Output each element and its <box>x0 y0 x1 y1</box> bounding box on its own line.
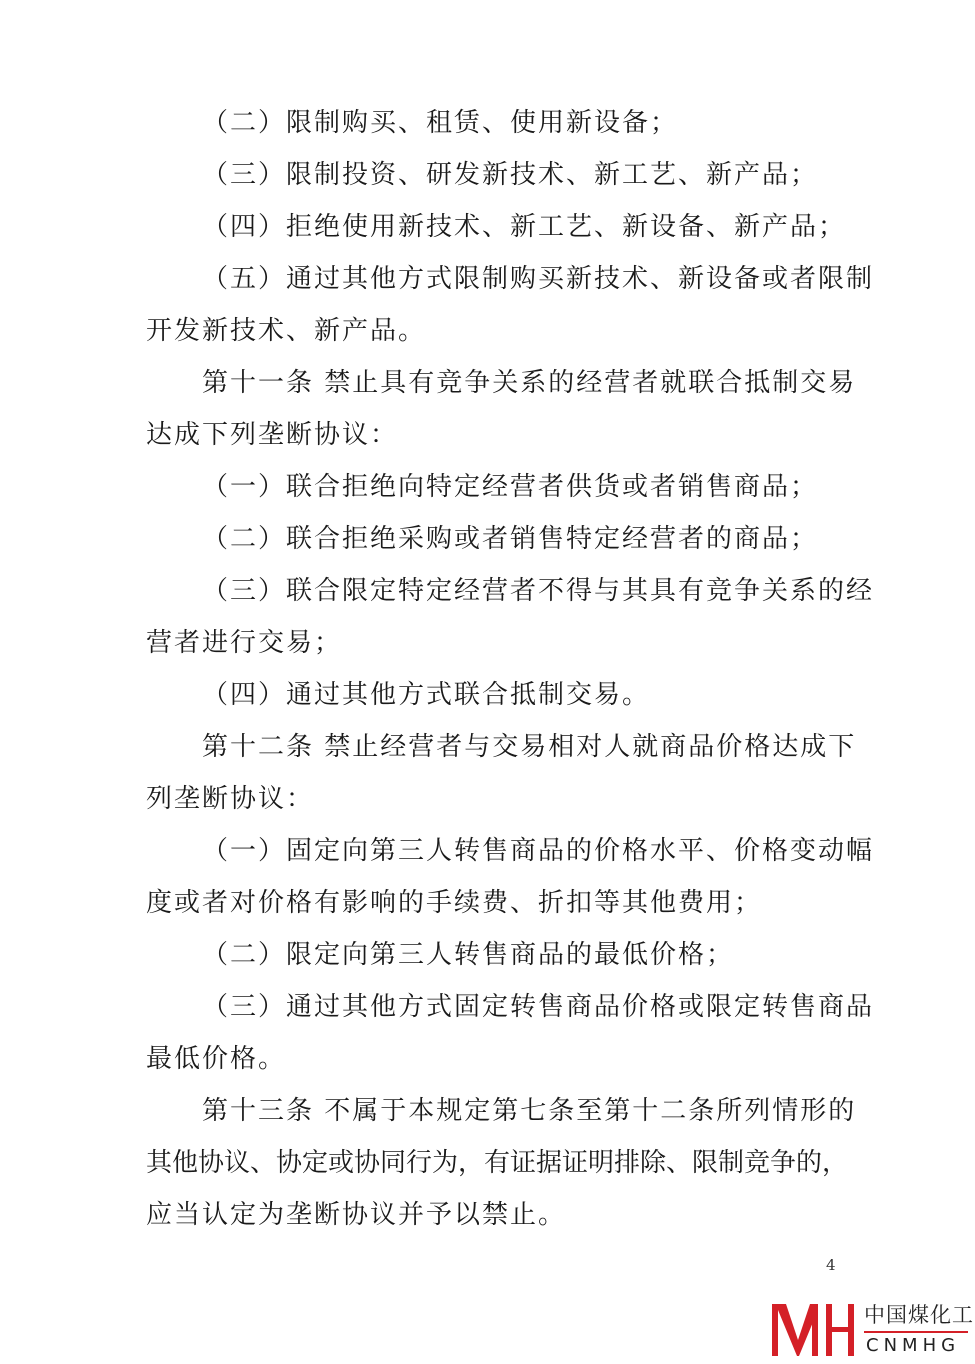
paragraph-line: （四）拒绝使用新技术、新工艺、新设备、新产品； <box>202 212 847 242</box>
paragraph-line: 最低价格。 <box>146 1044 287 1074</box>
logo-name-cn: 中国煤化工 <box>864 1303 974 1327</box>
paragraph-line: 达成下列垄断协议： <box>146 420 399 450</box>
paragraph-line: （二）限制购买、租赁、使用新设备； <box>202 108 679 138</box>
page-number: 4 <box>826 1256 836 1274</box>
paragraph-line: （五）通过其他方式限制购买新技术、新设备或者限制 <box>202 264 875 294</box>
paragraph-line: 列垄断协议： <box>146 784 315 814</box>
paragraph-line: 开发新技术、新产品。 <box>146 316 427 346</box>
paragraph-line: 度或者对价格有影响的手续费、折扣等其他费用； <box>146 888 763 918</box>
paragraph-line: （四）通过其他方式联合抵制交易。 <box>202 680 651 710</box>
paragraph-line: （三）通过其他方式固定转售商品价格或限定转售商品 <box>202 992 875 1022</box>
paragraph-line: 其他协议、协定或协同行为，有证据证明排除、限制竞争的， <box>146 1148 849 1178</box>
paragraph-line: （二）限定向第三人转售商品的最低价格； <box>202 940 735 970</box>
logo-mark-icon <box>770 1300 858 1358</box>
paragraph-line: （二）联合拒绝采购或者销售特定经营者的商品； <box>202 524 819 554</box>
article-heading-line: 第十三条 不属于本规定第七条至第十二条所列情形的 <box>202 1096 857 1126</box>
article-heading-line: 第十一条 禁止具有竞争关系的经营者就联合抵制交易 <box>202 368 857 398</box>
paragraph-line: （三）联合限定特定经营者不得与其具有竞争关系的经 <box>202 576 875 606</box>
article-heading-line: 第十二条 禁止经营者与交易相对人就商品价格达成下 <box>202 732 857 762</box>
logo-name-en: CNMHG <box>866 1335 961 1356</box>
logo-divider <box>864 1331 968 1333</box>
paragraph-line: （一）联合拒绝向特定经营者供货或者销售商品； <box>202 472 819 502</box>
publisher-logo <box>770 1300 974 1360</box>
paragraph-line: 应当认定为垄断协议并予以禁止。 <box>146 1200 567 1230</box>
paragraph-line: 营者进行交易； <box>146 628 343 658</box>
paragraph-line: （三）限制投资、研发新技术、新工艺、新产品； <box>202 160 819 190</box>
paragraph-line: （一）固定向第三人转售商品的价格水平、价格变动幅 <box>202 836 875 866</box>
